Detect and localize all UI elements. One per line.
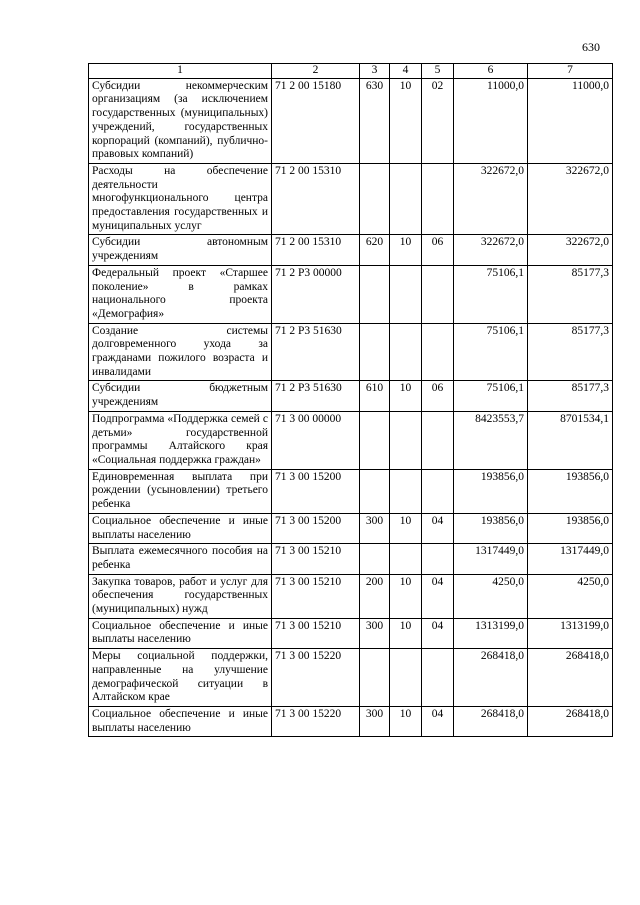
section-cell: [390, 163, 422, 235]
table-row: [89, 574, 613, 618]
amount-year1-cell: 193856,0: [454, 513, 528, 543]
row-name-cell: Выплата ежемесячного пособия на ребенка: [89, 544, 272, 574]
table-row: [89, 469, 613, 513]
amount-year1-cell: 1317449,0: [454, 544, 528, 574]
expense-type-cell: [360, 323, 390, 381]
table-row: [89, 706, 613, 736]
expense-type-cell: 620: [360, 235, 390, 265]
amount-year2-cell: 1313199,0: [528, 618, 613, 648]
column-header: 7: [528, 64, 613, 79]
table-row: [89, 323, 613, 381]
subsection-cell: [422, 649, 454, 707]
expense-type-cell: 300: [360, 618, 390, 648]
section-cell: [390, 469, 422, 513]
amount-year2-cell: 322672,0: [528, 163, 613, 235]
amount-year2-cell: 85177,3: [528, 323, 613, 381]
table-row: [89, 163, 613, 235]
amount-year1-cell: 1313199,0: [454, 618, 528, 648]
target-code-cell: 71 2 00 15310: [272, 163, 360, 235]
subsection-cell: 04: [422, 706, 454, 736]
amount-year1-cell: 268418,0: [454, 706, 528, 736]
section-cell: 10: [390, 618, 422, 648]
amount-year1-cell: 193856,0: [454, 469, 528, 513]
amount-year2-cell: 11000,0: [528, 78, 613, 163]
target-code-cell: 71 3 00 15220: [272, 706, 360, 736]
expense-type-cell: 610: [360, 381, 390, 411]
target-code-cell: 71 3 00 15220: [272, 649, 360, 707]
amount-year2-cell: 1317449,0: [528, 544, 613, 574]
subsection-cell: [422, 323, 454, 381]
section-cell: 10: [390, 513, 422, 543]
amount-year1-cell: 8423553,7: [454, 411, 528, 469]
section-cell: 10: [390, 235, 422, 265]
target-code-cell: 71 3 00 15210: [272, 544, 360, 574]
expense-type-cell: [360, 469, 390, 513]
section-cell: [390, 649, 422, 707]
row-name-cell: Создание системы долговременного ухода за гражданами пожилого возраста и инвалидами: [89, 323, 272, 381]
section-cell: [390, 411, 422, 469]
subsection-cell: [422, 469, 454, 513]
column-header: 3: [360, 64, 390, 79]
table-row: [89, 513, 613, 543]
expense-type-cell: [360, 544, 390, 574]
target-code-cell: 71 2 00 15180: [272, 78, 360, 163]
page-number: 630: [582, 40, 600, 54]
row-name-cell: Социальное обеспечение и иные выплаты населению: [89, 706, 272, 736]
row-name-cell: Социальное обеспечение и иные выплаты населению: [89, 618, 272, 648]
budget-table: [88, 63, 613, 737]
row-name-cell: Единовременная выплата при рождении (усыновлении) третьего ребенка: [89, 469, 272, 513]
subsection-cell: 04: [422, 618, 454, 648]
subsection-cell: [422, 411, 454, 469]
expense-type-cell: [360, 411, 390, 469]
subsection-cell: [422, 265, 454, 323]
amount-year2-cell: 85177,3: [528, 265, 613, 323]
amount-year1-cell: 322672,0: [454, 163, 528, 235]
amount-year1-cell: 75106,1: [454, 381, 528, 411]
amount-year1-cell: 322672,0: [454, 235, 528, 265]
amount-year2-cell: 85177,3: [528, 381, 613, 411]
table-row: [89, 265, 613, 323]
expense-type-cell: [360, 163, 390, 235]
target-code-cell: 71 3 00 15200: [272, 513, 360, 543]
subsection-cell: 06: [422, 235, 454, 265]
row-name-cell: Меры социальной поддержки, направленные на улучшение демографической ситуации в Алтайском крае: [89, 649, 272, 707]
subsection-cell: 04: [422, 513, 454, 543]
row-name-cell: Социальное обеспечение и иные выплаты населению: [89, 513, 272, 543]
table-row: [89, 544, 613, 574]
row-name-cell: Субсидии бюджетным учреждениям: [89, 381, 272, 411]
section-cell: [390, 323, 422, 381]
table-body: [89, 78, 613, 737]
target-code-cell: 71 3 00 15210: [272, 574, 360, 618]
row-name-cell: Расходы на обеспечение деятельности многофункционального центра предоставления государственных и муниципальных услуг: [89, 163, 272, 235]
target-code-cell: 71 3 00 00000: [272, 411, 360, 469]
table-row: [89, 381, 613, 411]
column-header: 4: [390, 64, 422, 79]
amount-year2-cell: 4250,0: [528, 574, 613, 618]
column-header: 5: [422, 64, 454, 79]
target-code-cell: 71 2 P3 51630: [272, 323, 360, 381]
row-name-cell: Субсидии автономным учреждениям: [89, 235, 272, 265]
amount-year1-cell: 4250,0: [454, 574, 528, 618]
amount-year2-cell: 268418,0: [528, 706, 613, 736]
amount-year1-cell: 75106,1: [454, 265, 528, 323]
amount-year2-cell: 8701534,1: [528, 411, 613, 469]
amount-year2-cell: 193856,0: [528, 513, 613, 543]
section-cell: 10: [390, 706, 422, 736]
column-header: 1: [89, 64, 272, 79]
section-cell: [390, 544, 422, 574]
section-cell: 10: [390, 574, 422, 618]
expense-type-cell: [360, 649, 390, 707]
expense-type-cell: 300: [360, 706, 390, 736]
target-code-cell: 71 2 P3 00000: [272, 265, 360, 323]
row-name-cell: Закупка товаров, работ и услуг для обеспечения государственных (муниципальных) нужд: [89, 574, 272, 618]
subsection-cell: 04: [422, 574, 454, 618]
table-row: [89, 411, 613, 469]
expense-type-cell: [360, 265, 390, 323]
target-code-cell: 71 2 P3 51630: [272, 381, 360, 411]
table-row: [89, 618, 613, 648]
expense-type-cell: 300: [360, 513, 390, 543]
subsection-cell: 06: [422, 381, 454, 411]
subsection-cell: [422, 544, 454, 574]
row-name-cell: Субсидии некоммерческим организациям (за исключением государственных (муниципальных) учреждений, государственных корпораций (компаний), публично-правовых компаний): [89, 78, 272, 163]
section-cell: 10: [390, 78, 422, 163]
subsection-cell: [422, 163, 454, 235]
table-header-row: [89, 64, 613, 79]
expense-type-cell: 630: [360, 78, 390, 163]
table-row: [89, 78, 613, 163]
amount-year2-cell: 322672,0: [528, 235, 613, 265]
expense-type-cell: 200: [360, 574, 390, 618]
amount-year2-cell: 268418,0: [528, 649, 613, 707]
row-name-cell: Федеральный проект «Старшее поколение» в рамках национального проекта «Демография»: [89, 265, 272, 323]
row-name-cell: Подпрограмма «Поддержка семей с детьми» государственной программы Алтайского края «Социальная поддержка граждан»: [89, 411, 272, 469]
column-header: 6: [454, 64, 528, 79]
amount-year1-cell: 75106,1: [454, 323, 528, 381]
target-code-cell: 71 2 00 15310: [272, 235, 360, 265]
target-code-cell: 71 3 00 15210: [272, 618, 360, 648]
column-header: 2: [272, 64, 360, 79]
table-row: [89, 649, 613, 707]
subsection-cell: 02: [422, 78, 454, 163]
amount-year1-cell: 11000,0: [454, 78, 528, 163]
table-row: [89, 235, 613, 265]
section-cell: 10: [390, 381, 422, 411]
amount-year1-cell: 268418,0: [454, 649, 528, 707]
target-code-cell: 71 3 00 15200: [272, 469, 360, 513]
section-cell: [390, 265, 422, 323]
amount-year2-cell: 193856,0: [528, 469, 613, 513]
